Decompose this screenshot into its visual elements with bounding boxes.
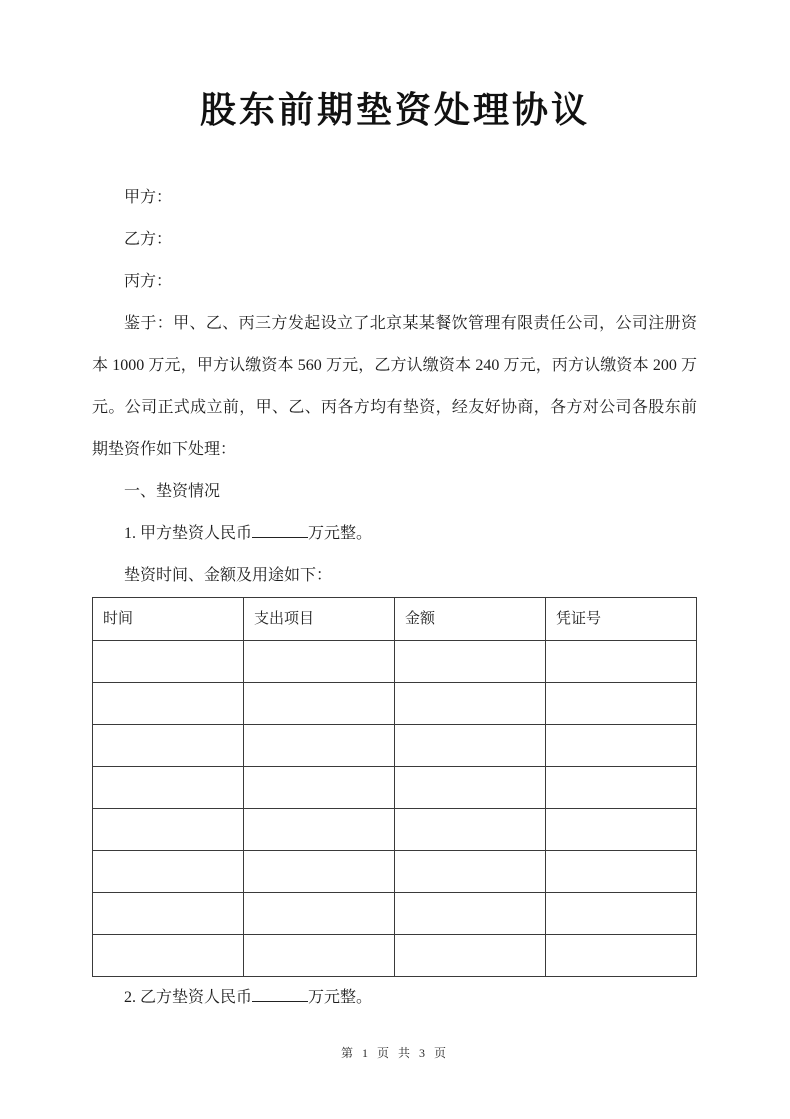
document-body — [92, 177, 697, 1019]
table-cell — [395, 767, 546, 809]
advance-payment-table — [92, 597, 697, 977]
table-cell — [244, 935, 395, 977]
table-cell — [244, 767, 395, 809]
clause-1-blank-underline — [252, 524, 308, 538]
table-cell — [546, 809, 697, 851]
party-b-line: 乙方： — [124, 231, 173, 248]
table-cell — [93, 683, 244, 725]
table-cell — [546, 851, 697, 893]
clause-1 — [92, 513, 697, 555]
clause-1-suffix: 万元整。 — [308, 525, 373, 542]
table-cell — [395, 851, 546, 893]
clause-2-suffix: 万元整。 — [308, 989, 373, 1006]
table-cell — [395, 809, 546, 851]
table-header-expense-item: 支出项目 — [244, 598, 395, 641]
party-c-line: 丙方： — [124, 273, 173, 290]
table-cell — [395, 683, 546, 725]
table-cell — [546, 725, 697, 767]
table-cell — [395, 641, 546, 683]
clause-2 — [92, 977, 697, 1019]
table-intro-line: 垫资时间、金额及用途如下： — [124, 567, 333, 584]
table-cell — [93, 935, 244, 977]
party-a-line: 甲方： — [124, 189, 173, 206]
parties-block — [92, 177, 697, 303]
clause-1-prefix: 1. 甲方垫资人民币 — [124, 525, 253, 542]
table-row — [93, 767, 697, 809]
table-cell — [244, 725, 395, 767]
clause-2-blank-underline — [252, 988, 308, 1002]
table-cell — [244, 851, 395, 893]
table-row — [93, 683, 697, 725]
table-cell — [244, 809, 395, 851]
page-number-footer: 第 1 页 共 3 页 — [340, 1046, 449, 1060]
table-cell — [546, 935, 697, 977]
table-header-row — [93, 598, 697, 641]
table-cell — [93, 893, 244, 935]
section-1-heading: 一、垫资情况 — [124, 483, 221, 500]
table-cell — [93, 641, 244, 683]
table-row — [93, 641, 697, 683]
table-cell — [546, 767, 697, 809]
table-cell — [546, 893, 697, 935]
table-row — [93, 851, 697, 893]
document-title: 股东前期垫资处理协议 — [199, 90, 590, 130]
table-cell — [395, 725, 546, 767]
table-header-amount: 金额 — [395, 598, 546, 641]
table-cell — [93, 851, 244, 893]
table-row — [93, 809, 697, 851]
table-cell — [93, 767, 244, 809]
table-cell — [395, 893, 546, 935]
table-header-time: 时间 — [93, 598, 244, 641]
table-header-voucher-no: 凭证号 — [546, 598, 697, 641]
table-cell — [546, 641, 697, 683]
table-cell — [244, 641, 395, 683]
table-cell — [93, 809, 244, 851]
table-cell — [546, 683, 697, 725]
table-row — [93, 893, 697, 935]
table-row — [93, 935, 697, 977]
table-cell — [395, 935, 546, 977]
table-row — [93, 725, 697, 767]
table-cell — [244, 683, 395, 725]
preamble-paragraph: 鉴于：甲、乙、丙三方发起设立了北京某某餐饮管理有限责任公司，公司注册资本 1000 万元，甲方认缴资本 560 万元，乙方认缴资本 240 万元，丙方认缴资本 200 万元。公司正式成立前，甲、乙、丙各方均有垫资，经友好协商，各方对公司各股东前期垫资作如下处理： — [92, 315, 697, 458]
table-cell — [244, 893, 395, 935]
clause-2-prefix: 2. 乙方垫资人民币 — [124, 989, 253, 1006]
table-cell — [93, 725, 244, 767]
